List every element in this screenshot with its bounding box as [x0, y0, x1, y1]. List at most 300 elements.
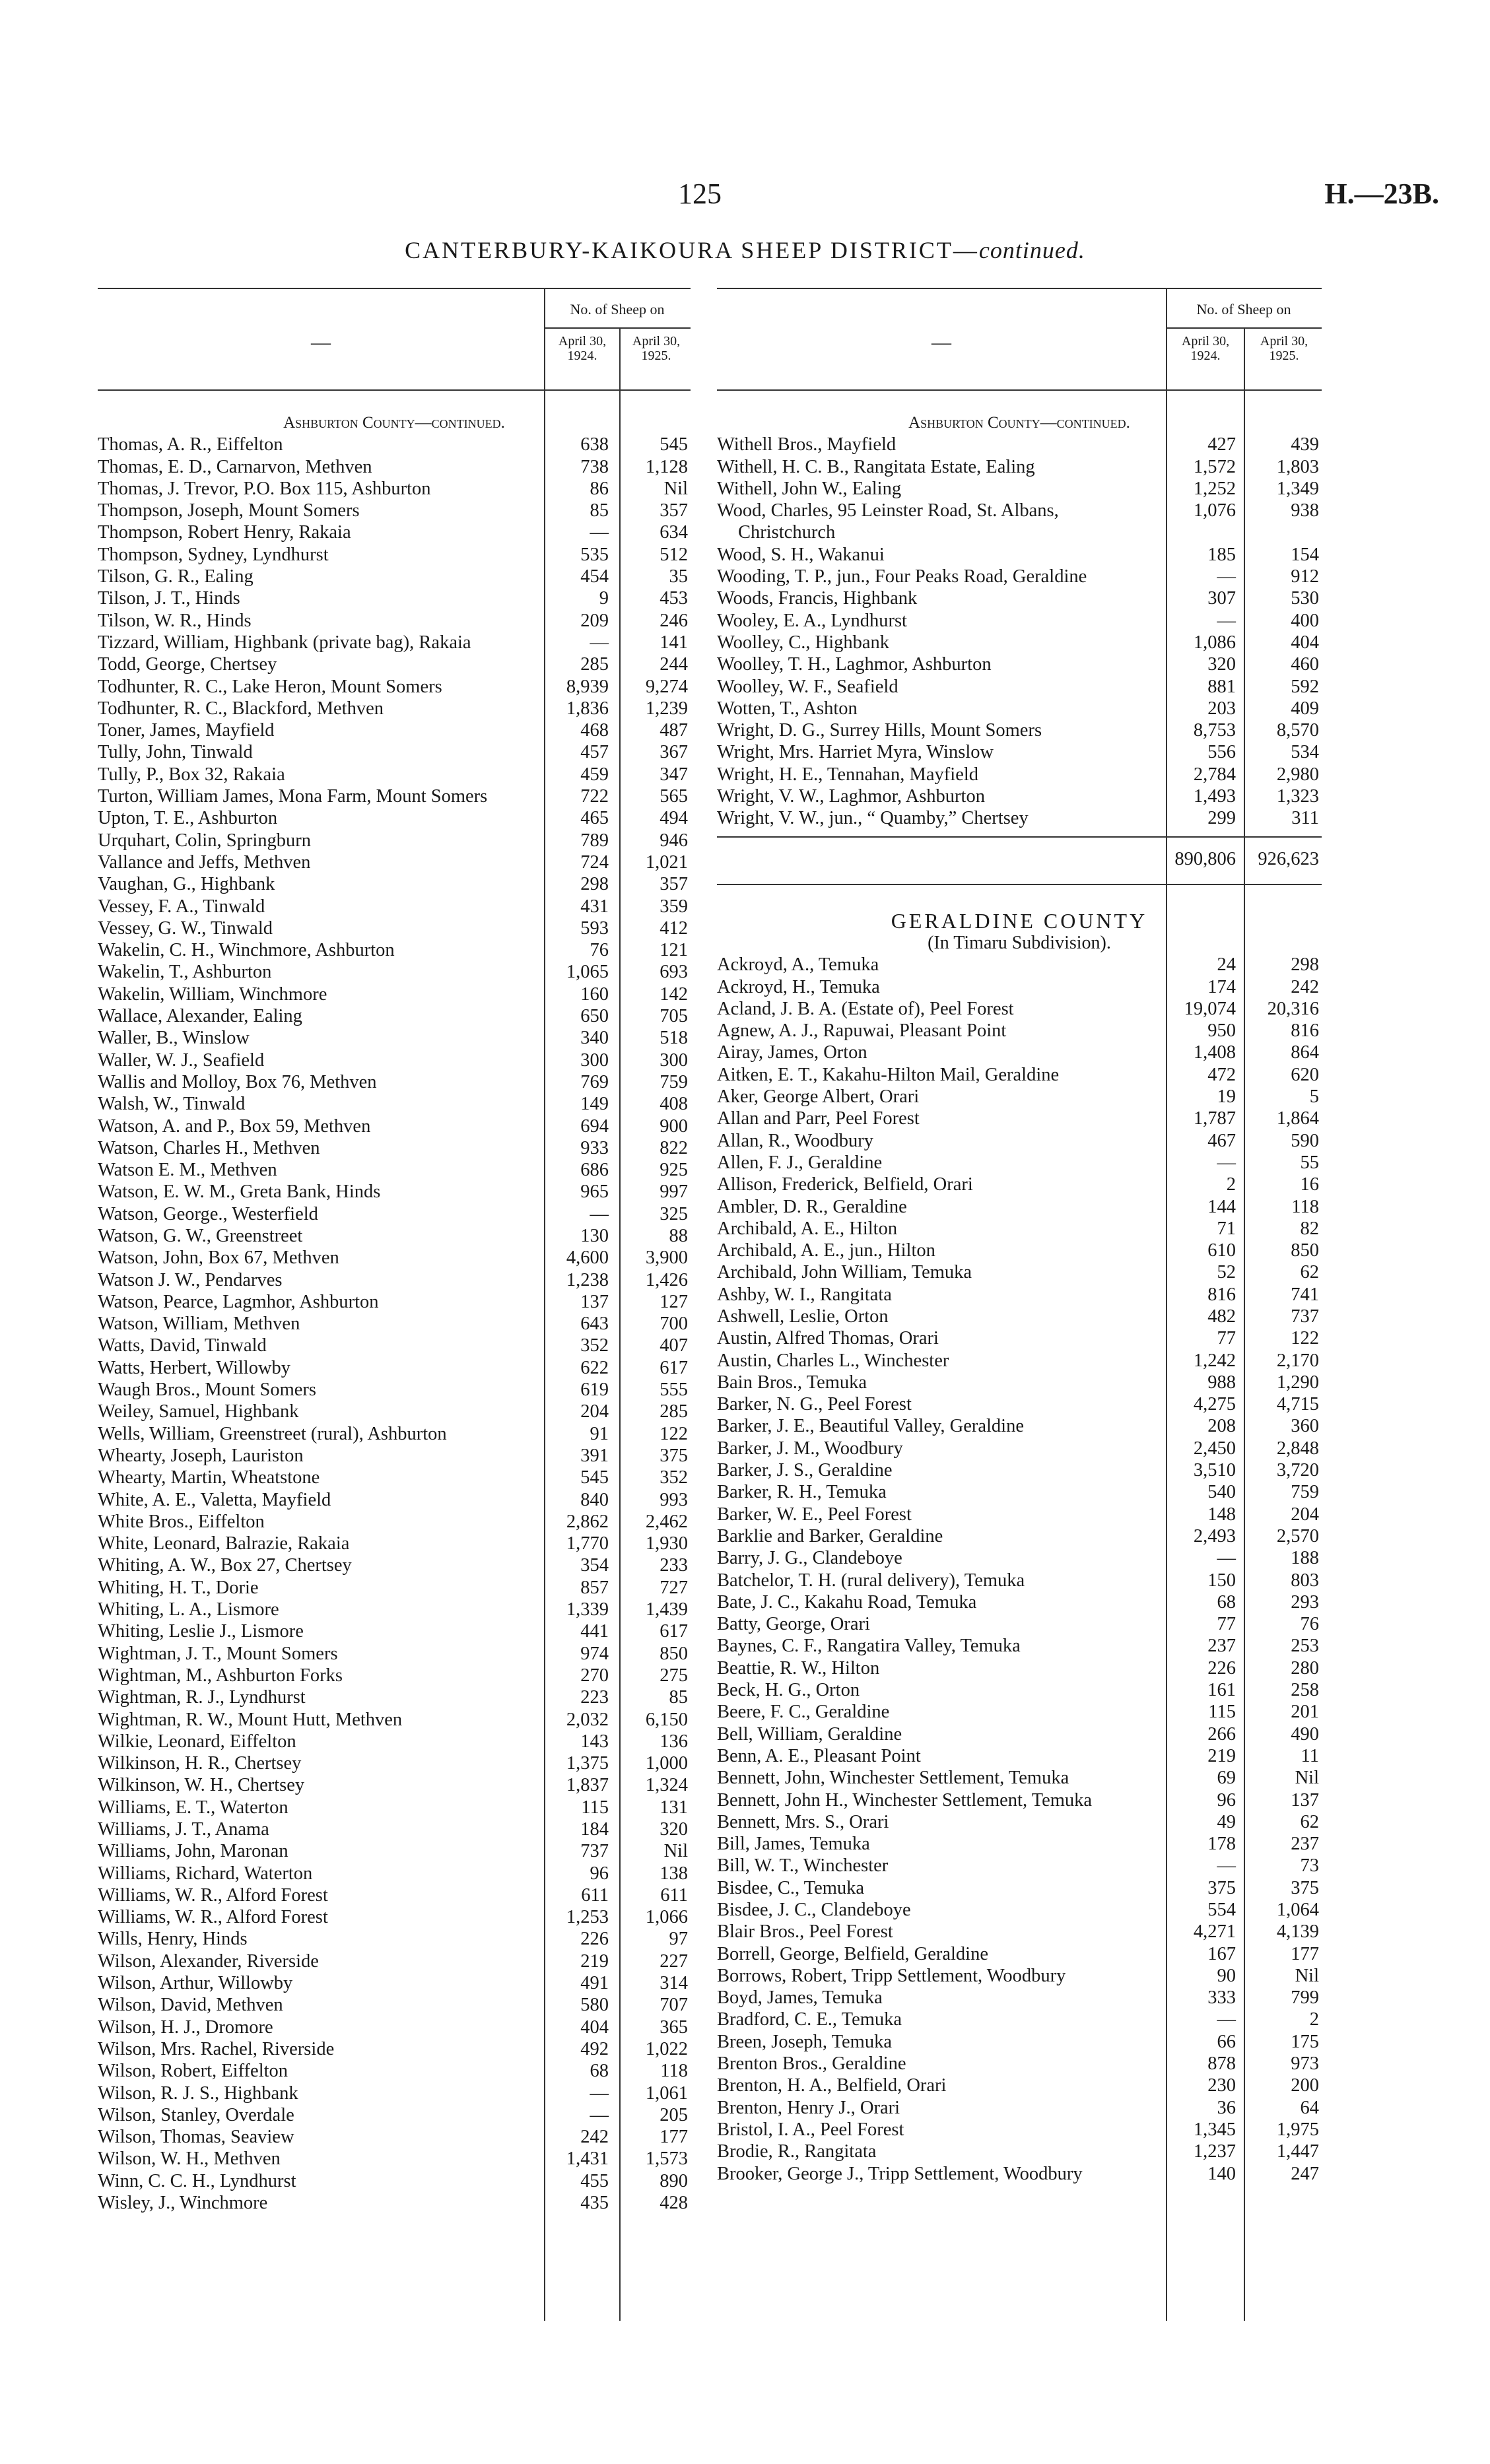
- sheep-1924: 738: [580, 456, 609, 477]
- table-row: [98, 1291, 691, 1313]
- sheep-1925: 285: [660, 1401, 688, 1422]
- sheep-1924: —: [590, 522, 609, 543]
- sheep-1925: 1,447: [1276, 2141, 1319, 2162]
- owner-name: Whiting, A. W., Box 27, Chertsey: [98, 1555, 352, 1576]
- sheep-1924: 491: [580, 1973, 609, 1994]
- table-row: [98, 676, 691, 698]
- table-row: [98, 1533, 691, 1554]
- owner-name: Wooley, E. A., Lyndhurst: [717, 610, 907, 631]
- sheep-1925: 237: [1291, 1834, 1319, 1855]
- owner-name: Austin, Charles L., Winchester: [717, 1350, 949, 1371]
- sheep-1924: 76: [590, 940, 609, 961]
- sheep-1924: 242: [580, 2127, 609, 2148]
- table-row: [98, 521, 691, 543]
- table-row: [98, 632, 691, 653]
- table-row: [717, 1415, 1322, 1437]
- sheep-1924: 974: [580, 1643, 609, 1664]
- geraldine-rows: [717, 954, 1322, 2185]
- table-row: [717, 1327, 1322, 1349]
- owner-name: Winn, C. C. H., Lyndhurst: [98, 2170, 296, 2191]
- owner-name: Vallance and Jeffs, Methven: [98, 851, 311, 873]
- sheep-1924: 19: [1217, 1086, 1236, 1108]
- sheep-1924: 580: [580, 1995, 609, 2016]
- owner-name: Borrows, Robert, Tripp Settlement, Woodbury: [717, 1965, 1066, 1986]
- sheep-1925: 122: [660, 1423, 688, 1444]
- owner-name: Allison, Frederick, Belfield, Orari: [717, 1174, 973, 1195]
- sheep-1924: 1,787: [1193, 1108, 1236, 1129]
- total-1925: 926,623: [1258, 848, 1319, 869]
- sheep-1925: 993: [660, 1489, 688, 1510]
- table-row: [717, 1130, 1322, 1152]
- owner-name: Weiley, Samuel, Highbank: [98, 1401, 299, 1422]
- table-row: [98, 939, 691, 961]
- owner-name: Wilson, Thomas, Seaview: [98, 2127, 294, 2148]
- table-row: [717, 587, 1322, 609]
- sheep-1925: 1,426: [645, 1269, 688, 1290]
- sheep-1925: 375: [660, 1445, 688, 1466]
- table-row: [717, 653, 1322, 675]
- owner-name: Vaughan, G., Highbank: [98, 874, 275, 895]
- sheep-1924: 130: [580, 1225, 609, 1246]
- sheep-1925: 737: [1291, 1306, 1319, 1327]
- sheep-1925: 55: [1300, 1152, 1319, 1173]
- table-row: [98, 1379, 691, 1401]
- sheep-1924: 204: [580, 1401, 609, 1422]
- table-row: [717, 2075, 1322, 2096]
- sheep-1924: 9: [599, 588, 609, 609]
- owner-name: Watson, John, Box 67, Methven: [98, 1248, 339, 1269]
- table-row: [717, 1723, 1322, 1745]
- page-number: 125: [678, 178, 722, 210]
- sheep-1925: 1,323: [1276, 786, 1319, 807]
- sheep-1925: 428: [660, 2193, 688, 2214]
- owner-name: Williams, John, Maronan: [98, 1841, 288, 1862]
- sheep-1924: 4,271: [1193, 1921, 1236, 1943]
- owner-name: Watts, David, Tinwald: [98, 1335, 267, 1356]
- table-row: [98, 1027, 691, 1049]
- sheep-1925: 293: [1291, 1591, 1319, 1613]
- owner-name: Boyd, James, Temuka: [717, 1987, 883, 2009]
- table-row: [98, 741, 691, 763]
- owner-name: Wisley, J., Winchmore: [98, 2193, 268, 2214]
- owner-name: Wells, William, Greenstreet (rural), Ashburton: [98, 1423, 447, 1444]
- table-row: [717, 1855, 1322, 1877]
- table-row: [98, 1181, 691, 1203]
- owner-name: Brenton, Henry J., Orari: [717, 2097, 900, 2118]
- owner-name: Benn, A. E., Pleasant Point: [717, 1745, 921, 1766]
- owner-name: White, Leonard, Balrazie, Rakaia: [98, 1533, 350, 1554]
- owner-name: Waller, B., Winslow: [98, 1028, 250, 1049]
- table-row: [717, 1261, 1322, 1283]
- owner-name: Bisdee, C., Temuka: [717, 1877, 865, 1898]
- sheep-1924: 149: [580, 1094, 609, 1115]
- sheep-1924: 465: [580, 808, 609, 829]
- owner-name: Waugh Bros., Mount Somers: [98, 1380, 316, 1401]
- sheep-1925: 512: [660, 544, 688, 565]
- sheep-1925: 822: [660, 1137, 688, 1158]
- sheep-1924: 115: [1208, 1702, 1236, 1723]
- table-row: [98, 1071, 691, 1093]
- table-row: [98, 1840, 691, 1862]
- sheep-1924: 354: [580, 1555, 609, 1576]
- sheep-1924: 1,238: [566, 1269, 609, 1290]
- table-row: [717, 1525, 1322, 1547]
- sheep-1924: 19,074: [1184, 998, 1236, 1019]
- owner-name: Blair Bros., Peel Forest: [717, 1921, 893, 1943]
- owner-name: Watson E. M., Methven: [98, 1160, 277, 1181]
- owner-name: Wilson, R. J. S., Highbank: [98, 2082, 298, 2104]
- sheep-1924: 619: [580, 1380, 609, 1401]
- sheep-1925: 409: [1291, 698, 1319, 719]
- sheep-1925: 375: [1291, 1877, 1319, 1898]
- sheep-1924: 431: [580, 896, 609, 917]
- sheep-1924: 472: [1207, 1064, 1236, 1085]
- sheep-1924: 1,242: [1193, 1350, 1236, 1371]
- sheep-1924: 375: [1207, 1877, 1236, 1898]
- table-row: [717, 785, 1322, 807]
- owner-name: Allen, F. J., Geraldine: [717, 1152, 883, 1173]
- sheep-1924: 933: [580, 1137, 609, 1158]
- sheep-1925: 359: [660, 896, 688, 917]
- owner-name: Brodie, R., Rangitata: [717, 2141, 877, 2162]
- owner-name: Agnew, A. J., Rapuwai, Pleasant Point: [717, 1020, 1007, 1042]
- table-row: [717, 676, 1322, 698]
- sheep-1925: 412: [660, 917, 688, 939]
- header-rule-mid: [544, 327, 691, 329]
- owner-name: Thomas, E. D., Carnarvon, Methven: [98, 456, 372, 477]
- table-row: [98, 1159, 691, 1181]
- owner-name: Williams, E. T., Waterton: [98, 1797, 288, 1818]
- sheep-1925: 565: [660, 786, 688, 807]
- table-row: [717, 1965, 1322, 1987]
- sheep-1924: 237: [1207, 1636, 1236, 1657]
- left-rows: [98, 412, 691, 2214]
- owner-name: Bill, James, Temuka: [717, 1834, 870, 1855]
- sheep-1925: 2,170: [1276, 1350, 1319, 1371]
- sheep-1925: 5: [1309, 1086, 1319, 1108]
- owner-name: Woods, Francis, Highbank: [717, 588, 918, 609]
- sheep-1925: 1,066: [645, 1907, 688, 1928]
- table-row: [717, 1459, 1322, 1481]
- owner-name: Ashby, W. I., Rangitata: [717, 1284, 892, 1305]
- table-row: [98, 1401, 691, 1422]
- table-row: [98, 1423, 691, 1445]
- sheep-1924: 3,510: [1193, 1460, 1236, 1481]
- sheep-1924: 185: [1207, 544, 1236, 565]
- sheep-1925: 357: [660, 500, 688, 521]
- sheep-1925: 175: [1291, 2031, 1319, 2052]
- sheep-1924: 950: [1207, 1020, 1236, 1042]
- sheep-1925: 816: [1291, 1020, 1319, 1042]
- owner-name: Wallace, Alexander, Ealing: [98, 1006, 302, 1027]
- table-row: [717, 954, 1322, 976]
- sheep-1925: 298: [1291, 954, 1319, 976]
- sheep-1924: 148: [1207, 1504, 1236, 1525]
- table-row: [98, 1335, 691, 1356]
- sheep-1924: 638: [580, 434, 609, 455]
- header-rule-top: [717, 288, 1322, 289]
- sheep-header: No. of Sheep on: [1196, 301, 1291, 317]
- owner-name: White, A. E., Valetta, Mayfield: [98, 1489, 331, 1510]
- sheep-1924: 24: [1217, 954, 1236, 976]
- sheep-1924: 208: [1207, 1416, 1236, 1437]
- sheep-1925: 367: [660, 742, 688, 763]
- sheep-1924: 285: [580, 654, 609, 675]
- owner-name: Wilson, Arthur, Willowby: [98, 1973, 293, 1994]
- sheep-1924: 878: [1207, 2053, 1236, 2075]
- sheep-1925: 890: [660, 2170, 688, 2191]
- sheep-1924: 219: [580, 1950, 609, 1972]
- table-row: [717, 1108, 1322, 1129]
- table-row: [98, 1269, 691, 1291]
- section-heading: Ashburton County—continued.: [283, 414, 505, 432]
- table-row: [717, 1987, 1322, 2009]
- sheep-1924: 167: [1207, 1943, 1236, 1964]
- table-row: [98, 1115, 691, 1137]
- table-row: [98, 807, 691, 829]
- sheep-1925: 258: [1291, 1680, 1319, 1701]
- owner-name: Wright, H. E., Tennahan, Mayfield: [717, 764, 979, 785]
- owner-name: Williams, W. R., Alford Forest: [98, 1884, 328, 1906]
- owner-name: Woolley, T. H., Laghmor, Ashburton: [717, 654, 992, 675]
- sheep-1925: 611: [660, 1884, 688, 1906]
- sheep-1924: 226: [1207, 1657, 1236, 1679]
- sheep-1924: 219: [1207, 1745, 1236, 1766]
- sheep-1924: 230: [1207, 2075, 1236, 2096]
- owner-name: Archibald, A. E., Hilton: [717, 1218, 898, 1239]
- sheep-1925: 592: [1291, 676, 1319, 697]
- sheep-1924: 266: [1207, 1723, 1236, 1745]
- sheep-1925: 620: [1291, 1064, 1319, 1085]
- sheep-1924: 857: [580, 1577, 609, 1598]
- sheep-1925: 246: [660, 610, 688, 631]
- sheep-1925: 122: [1291, 1328, 1319, 1349]
- sheep-1924: 2,784: [1193, 764, 1236, 785]
- owner-name: Wakelin, C. H., Winchmore, Ashburton: [98, 940, 395, 961]
- sheep-1925: 2: [1309, 2009, 1319, 2030]
- sheep-1924: 724: [580, 851, 609, 873]
- sheep-1925: 400: [1291, 610, 1319, 631]
- owner-name: Wotten, T., Ashton: [717, 698, 858, 719]
- sheep-1924: 320: [1207, 654, 1236, 675]
- sheep-1925: 365: [660, 2016, 688, 2038]
- sheep-1925: 518: [660, 1028, 688, 1049]
- sheep-1925: 997: [660, 1182, 688, 1203]
- owner-name: Wright, D. G., Surrey Hills, Mount Somers: [717, 720, 1042, 741]
- sheep-1924: 68: [1217, 1591, 1236, 1613]
- owner-name: Archibald, A. E., jun., Hilton: [717, 1240, 935, 1261]
- table-row: [98, 2016, 691, 2038]
- table-row: [717, 998, 1322, 1020]
- owner-name: Barry, J. G., Clandeboye: [717, 1548, 902, 1569]
- sheep-1925: 1,573: [645, 2148, 688, 2170]
- owner-name: Todd, George, Chertsey: [98, 654, 277, 675]
- sheep-1924: 1,572: [1193, 456, 1236, 477]
- sheep-1924: 8,753: [1193, 720, 1236, 741]
- sheep-1925: 4,139: [1276, 1921, 1319, 1943]
- sheep-1925: 227: [660, 1950, 688, 1972]
- owner-name: Whearty, Joseph, Lauriston: [98, 1445, 304, 1466]
- table-row: [717, 2009, 1322, 2030]
- owner-name: Williams, W. R., Alford Forest: [98, 1907, 328, 1928]
- owner-name: Whiting, Leslie J., Lismore: [98, 1621, 304, 1642]
- table-row: [98, 1686, 691, 1708]
- sheep-1925: 82: [1300, 1218, 1319, 1239]
- owner-name: Wilson, Alexander, Riverside: [98, 1950, 319, 1972]
- owner-name: Bisdee, J. C., Clandeboye: [717, 1900, 911, 1920]
- table-row: [98, 961, 691, 983]
- table-row: [717, 1570, 1322, 1591]
- sheep-1924: 686: [580, 1160, 609, 1181]
- sheep-1924: 2: [1226, 1174, 1236, 1195]
- header-rule-top: [98, 288, 691, 289]
- table-row: [98, 917, 691, 939]
- table-row: [717, 1679, 1322, 1701]
- sheep-1924: 427: [1207, 434, 1236, 455]
- sheep-1925: 2,570: [1276, 1525, 1319, 1547]
- sheep-1925: 121: [660, 940, 688, 961]
- sheep-1925: 136: [660, 1731, 688, 1752]
- owner-name: Aker, George Albert, Orari: [717, 1086, 920, 1108]
- sheep-1924: 492: [580, 2038, 609, 2059]
- owner-name: Williams, Richard, Waterton: [98, 1863, 313, 1884]
- sheep-1925: 177: [1291, 1943, 1319, 1964]
- table-row: [98, 1906, 691, 1928]
- sheep-1924: 137: [580, 1291, 609, 1312]
- sheep-1924: 611: [581, 1884, 609, 1906]
- table-row: [717, 1833, 1322, 1855]
- table-row: [98, 2148, 691, 2170]
- table-row: [717, 566, 1322, 587]
- table-row: [98, 456, 691, 478]
- owner-name: Wilson, W. H., Methven: [98, 2148, 281, 2170]
- sheep-1925: 439: [1291, 434, 1319, 455]
- table-row: [98, 2192, 691, 2214]
- year-1924-header: April 30, 1924.: [558, 334, 607, 363]
- sheep-1924: 209: [580, 610, 609, 631]
- owner-name: Thomas, J. Trevor, P.O. Box 115, Ashburton: [98, 478, 431, 499]
- table-row: [717, 1701, 1322, 1723]
- owner-name: White Bros., Eiffelton: [98, 1511, 265, 1532]
- sheep-1925: 912: [1291, 566, 1319, 587]
- table-row: [98, 1731, 691, 1752]
- sheep-1925: 97: [669, 1929, 688, 1950]
- sheep-1924: 722: [580, 786, 609, 807]
- table-row: [98, 478, 691, 500]
- table-row: [98, 1643, 691, 1665]
- table-row: [717, 2031, 1322, 2053]
- table-row: [98, 1357, 691, 1379]
- sheep-1924: 459: [580, 764, 609, 785]
- sheep-1924: —: [1217, 610, 1236, 631]
- owner-name: Borrell, George, Belfield, Geraldine: [717, 1943, 988, 1964]
- owner-name: Beere, F. C., Geraldine: [717, 1702, 890, 1723]
- sheep-1925: 850: [660, 1643, 688, 1664]
- sheep-1925: 347: [660, 764, 688, 785]
- sheep-1925: 3,720: [1276, 1460, 1319, 1481]
- sheep-1925: 6,150: [645, 1709, 688, 1730]
- owner-name: Wright, V. W., jun., “ Quamby,” Chertsey: [717, 808, 1029, 829]
- table-row: [98, 1972, 691, 1994]
- sheep-1924: 468: [580, 720, 609, 741]
- table-row: [98, 500, 691, 521]
- sheep-1924: 90: [1217, 1965, 1236, 1986]
- sheep-1924: 270: [580, 1665, 609, 1686]
- sheep-1925: 946: [660, 830, 688, 851]
- owner-name: Wilkinson, H. R., Chertsey: [98, 1753, 302, 1774]
- sheep-1925: 1,439: [645, 1599, 688, 1620]
- table-row: [717, 2141, 1322, 2162]
- header-rule-bottom: [98, 389, 691, 391]
- sheep-1924: 299: [1207, 808, 1236, 829]
- owner-name: Wood, Charles, 95 Leinster Road, St. Albans, Christchurch: [717, 500, 1059, 543]
- owner-name: Bill, W. T., Winchester: [717, 1855, 889, 1877]
- sheep-header: No. of Sheep on: [570, 301, 665, 317]
- sheep-1925: 693: [660, 962, 688, 983]
- table-row: [98, 2060, 691, 2082]
- sheep-1925: 705: [660, 1006, 688, 1027]
- owner-name: Turton, William James, Mona Farm, Mount Somers: [98, 786, 488, 807]
- sheep-1925: 142: [660, 983, 688, 1005]
- table-row: [717, 1481, 1322, 1503]
- sheep-1924: 115: [581, 1797, 609, 1818]
- sheep-1924: 455: [580, 2170, 609, 2191]
- sheep-1924: 2,450: [1193, 1438, 1236, 1459]
- name-column-header: —: [931, 331, 951, 353]
- table-row: [98, 1313, 691, 1335]
- sheep-1924: 789: [580, 830, 609, 851]
- owner-name: Tilson, G. R., Ealing: [98, 566, 254, 587]
- sheep-1925: 88: [669, 1225, 688, 1246]
- table-row: [98, 896, 691, 917]
- owner-name: Watson, Pearce, Lagmhor, Ashburton: [98, 1291, 379, 1312]
- owner-name: Brenton, H. A., Belfield, Orari: [717, 2075, 947, 2096]
- owner-name: Ambler, D. R., Geraldine: [717, 1196, 907, 1217]
- owner-name: Wilkie, Leonard, Eiffelton: [98, 1731, 296, 1752]
- sheep-1925: 1,064: [1276, 1900, 1319, 1920]
- owner-name: Allan and Parr, Peel Forest: [717, 1108, 920, 1129]
- table-row: [98, 1774, 691, 1796]
- owner-name: Airay, James, Orton: [717, 1042, 867, 1063]
- section-heading: Ashburton County—continued.: [908, 414, 1130, 432]
- sheep-1925: 247: [1291, 2163, 1319, 2184]
- sheep-1924: —: [590, 2104, 609, 2125]
- sheep-1925: 205: [660, 2104, 688, 2125]
- table-row: [717, 1921, 1322, 1943]
- table-row: [717, 1657, 1322, 1679]
- sheep-1925: 1,061: [645, 2082, 688, 2104]
- owner-name: Brenton Bros., Geraldine: [717, 2053, 906, 2075]
- sheep-1925: 1,000: [645, 1753, 688, 1774]
- sheep-1925: 460: [1291, 654, 1319, 675]
- sheep-1925: 242: [1291, 976, 1319, 997]
- owner-name: Watson, E. W. M., Greta Bank, Hinds: [98, 1182, 381, 1203]
- header-rule-bottom: [717, 389, 1322, 391]
- owner-name: Barker, R. H., Temuka: [717, 1482, 887, 1503]
- sheep-1925: 360: [1291, 1416, 1319, 1437]
- table-row: [98, 1884, 691, 1906]
- table-row: [717, 1284, 1322, 1306]
- table-row: [717, 500, 1322, 544]
- owner-name: Watson J. W., Pendarves: [98, 1269, 283, 1290]
- sheep-1925: 1,290: [1276, 1372, 1319, 1393]
- sheep-1925: 8,570: [1276, 720, 1319, 741]
- owner-name: Vessey, F. A., Tinwald: [98, 896, 265, 917]
- owner-name: Watson, George., Westerfield: [98, 1203, 318, 1224]
- sheep-1925: 200: [1291, 2075, 1319, 2096]
- sheep-1925: 938: [1291, 500, 1319, 521]
- sheep-1925: 357: [660, 874, 688, 895]
